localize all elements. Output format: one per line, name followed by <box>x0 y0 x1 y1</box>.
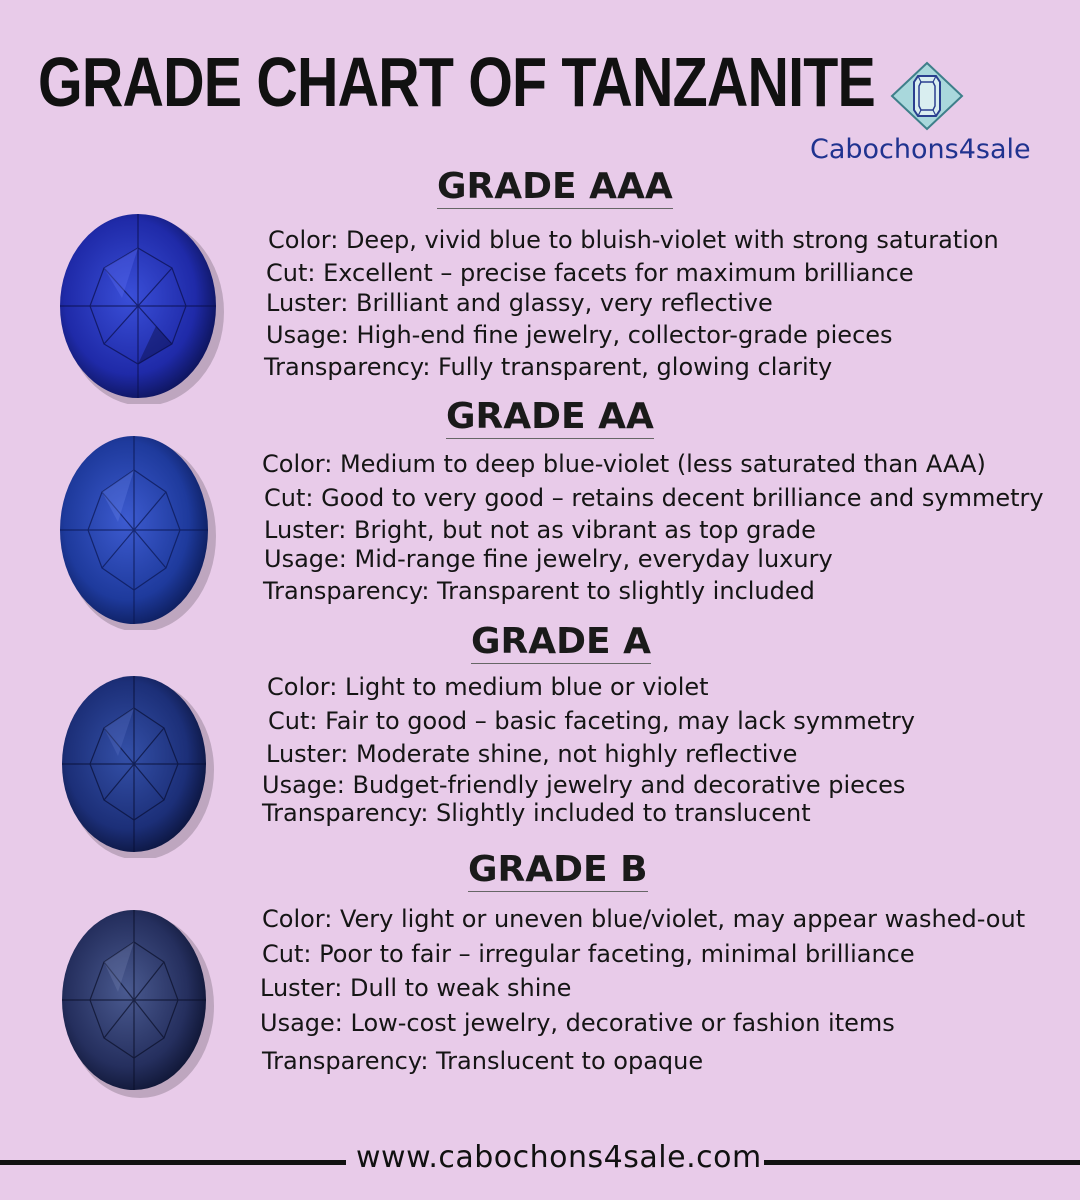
grade-a-transparency: Transparency: Slightly included to translucent <box>262 799 811 827</box>
grade-b-transparency: Transparency: Translucent to opaque <box>262 1047 704 1075</box>
grade-a-luster: Luster: Moderate shine, not highly reflective <box>266 740 798 768</box>
page-title: GRADE CHART OF TANZANITE <box>38 43 876 121</box>
tanzanite-gem-icon <box>52 208 224 404</box>
grade-b-luster: Luster: Dull to weak shine <box>260 974 572 1002</box>
footer-divider-left <box>0 1160 346 1165</box>
tanzanite-gem-icon <box>54 670 214 858</box>
grade-aa-luster: Luster: Bright, but not as vibrant as top grade <box>264 516 816 544</box>
grade-a-color: Color: Light to medium blue or violet <box>267 673 709 701</box>
grade-b-color: Color: Very light or uneven blue/violet, may appear washed-out <box>262 905 1026 933</box>
grade-b-usage: Usage: Low-cost jewelry, decorative or fashion items <box>260 1009 895 1037</box>
diamond-logo-icon <box>888 60 966 132</box>
grade-aa-color: Color: Medium to deep blue-violet (less saturated than AAA) <box>262 450 986 478</box>
footer-divider-right <box>764 1160 1080 1165</box>
grade-aaa-usage: Usage: High-end fine jewelry, collector-grade pieces <box>266 321 893 349</box>
footer-website-link[interactable]: www.cabochons4sale.com <box>356 1140 762 1175</box>
grade-aaa-cut: Cut: Excellent – precise facets for maximum brilliance <box>266 259 914 287</box>
grade-aaa-heading: GRADE AAA <box>437 166 673 207</box>
grade-aa-transparency: Transparency: Transparent to slightly included <box>263 577 815 605</box>
grade-aaa-color: Color: Deep, vivid blue to bluish-violet with strong saturation <box>268 226 999 254</box>
grade-aaa-transparency: Transparency: Fully transparent, glowing clarity <box>264 353 833 381</box>
grade-b-heading: GRADE B <box>468 849 648 890</box>
brand-name: Cabochons4sale <box>810 134 1031 165</box>
grade-aa-heading: GRADE AA <box>446 396 654 437</box>
grade-aa-usage: Usage: Mid-range fine jewelry, everyday luxury <box>264 545 833 573</box>
grade-a-usage: Usage: Budget-friendly jewelry and decorative pieces <box>262 771 906 799</box>
tanzanite-gem-icon <box>52 430 216 630</box>
tanzanite-gem-icon <box>54 904 214 1098</box>
grade-a-heading: GRADE A <box>471 621 651 662</box>
grade-aaa-luster: Luster: Brilliant and glassy, very reflective <box>266 289 773 317</box>
grade-a-cut: Cut: Fair to good – basic faceting, may lack symmetry <box>268 707 915 735</box>
grade-b-cut: Cut: Poor to fair – irregular faceting, minimal brilliance <box>262 940 915 968</box>
grade-aa-cut: Cut: Good to very good – retains decent brilliance and symmetry <box>264 484 1044 512</box>
